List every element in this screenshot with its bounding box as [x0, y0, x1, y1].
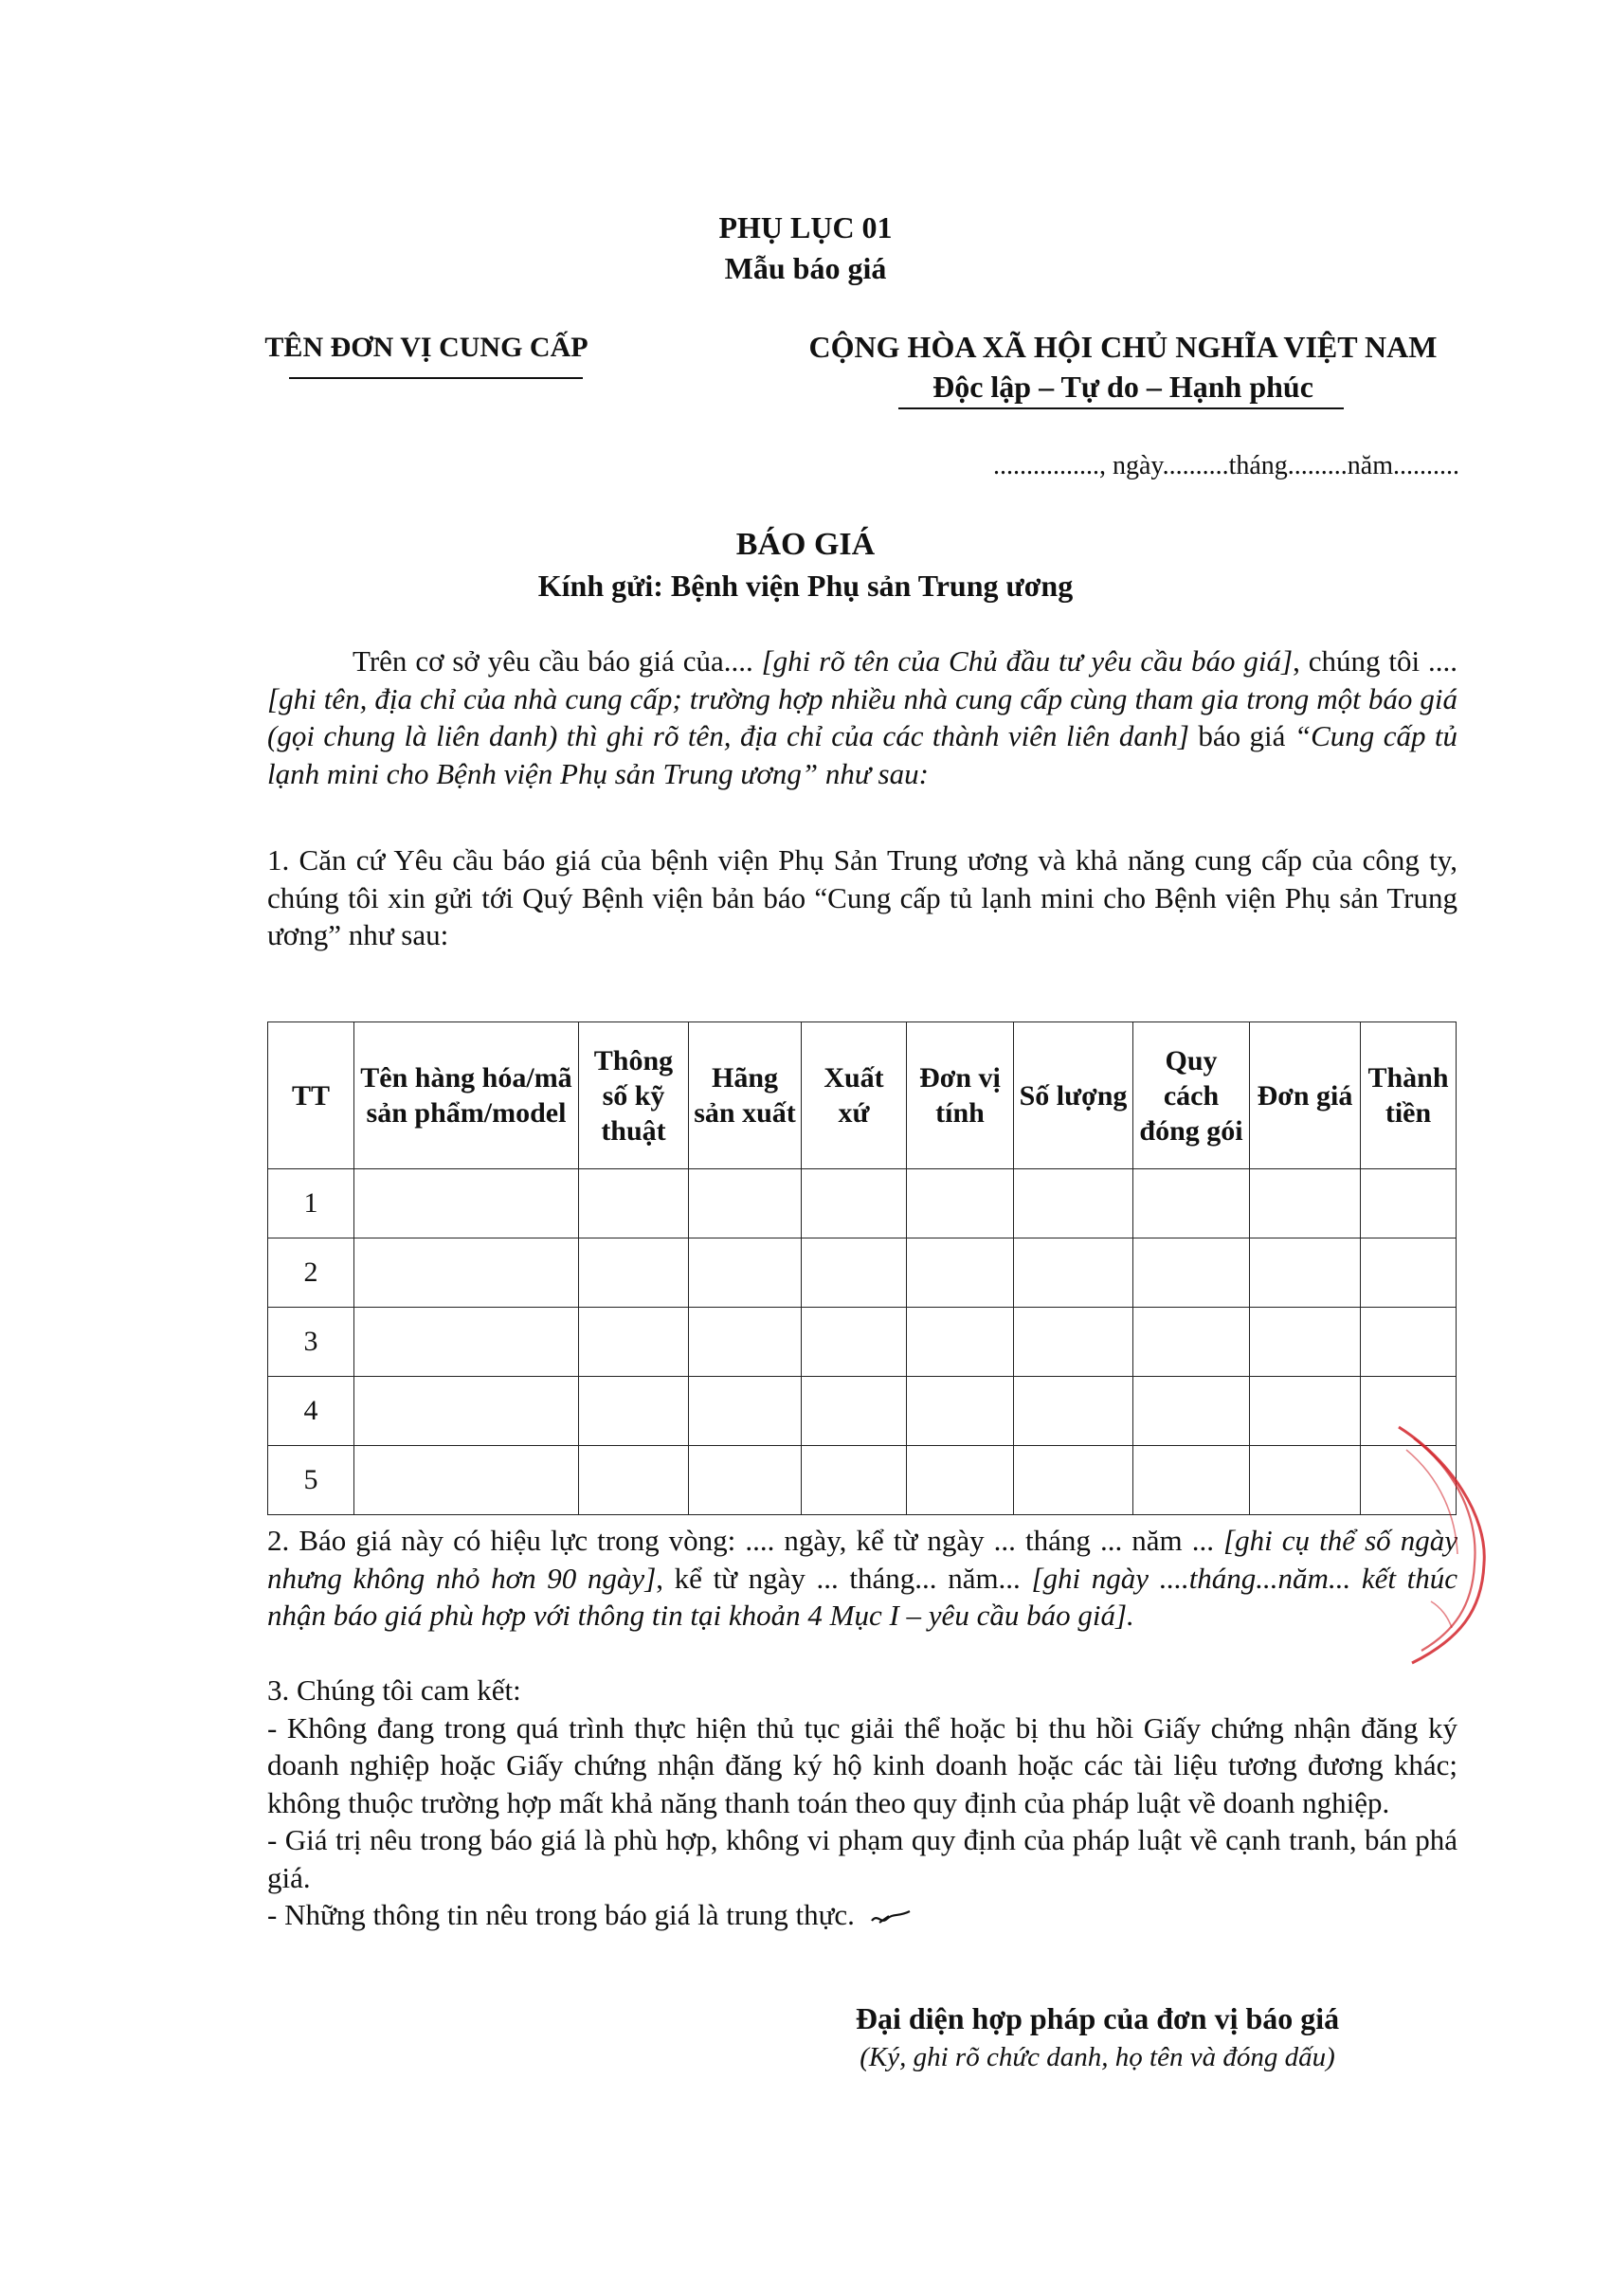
- row-number: 5: [268, 1446, 354, 1515]
- table-cell: [907, 1169, 1014, 1238]
- row-number: 1: [268, 1169, 354, 1238]
- header-specs: Thông số kỹ thuật: [579, 1022, 689, 1169]
- appendix-title: PHỤ LỤC 01: [718, 210, 893, 244]
- table-cell: [579, 1169, 689, 1238]
- quote-table: [267, 1021, 1457, 1515]
- quote-title: BÁO GIÁ: [735, 527, 876, 562]
- header-quantity: Số lượng: [1014, 1022, 1133, 1169]
- table-cell: [354, 1308, 579, 1377]
- header-manufacturer: Hãng sản xuất: [689, 1022, 802, 1169]
- table-cell: [1361, 1308, 1457, 1377]
- table-cell: [907, 1377, 1014, 1446]
- table-cell: [907, 1308, 1014, 1377]
- header-tt: TT: [268, 1022, 354, 1169]
- table-row: [268, 1169, 1457, 1238]
- intro-text-2: , chúng tôi ....: [1293, 644, 1457, 678]
- recipient-line: Kính gửi: Bệnh viện Phụ sản Trung ương: [537, 569, 1074, 603]
- table-cell: [1133, 1169, 1250, 1238]
- section-2-paragraph: [267, 1522, 1457, 1635]
- intro-text-3: báo giá: [1188, 719, 1294, 752]
- table-cell: [354, 1238, 579, 1308]
- commitment-item-last: [267, 1896, 1457, 1934]
- table-cell: [1133, 1308, 1250, 1377]
- section-2-text-2: , kể từ ngày ... tháng... năm...: [656, 1561, 1032, 1595]
- table-row: [268, 1446, 1457, 1515]
- table-cell: [579, 1446, 689, 1515]
- section-3-heading: 3. Chúng tôi cam kết:: [267, 1673, 521, 1707]
- table-cell: [579, 1238, 689, 1308]
- table-cell: [1014, 1308, 1133, 1377]
- table-cell: [354, 1169, 579, 1238]
- header-product: Tên hàng hóa/mã sản phẩm/model: [354, 1022, 579, 1169]
- table-cell: [689, 1308, 802, 1377]
- motto-underline: [898, 407, 1344, 409]
- red-stamp-fragment-icon: [1393, 1421, 1507, 1668]
- commitment-item: - Giá trị nêu trong báo giá là phù hợp, không vi phạm quy định của pháp luật về cạnh tranh, bán phá giá.: [267, 1823, 1457, 1894]
- table-cell: [907, 1238, 1014, 1308]
- table-cell: [579, 1377, 689, 1446]
- table-cell: [689, 1377, 802, 1446]
- table-cell: [579, 1308, 689, 1377]
- section-2-text-1: 2. Báo giá này có hiệu lực trong vòng: .... ngày, kể từ ngày ... tháng ... năm ...: [267, 1524, 1224, 1557]
- section-2-text-3: .: [1127, 1599, 1134, 1632]
- header-amount: Thành tiền: [1361, 1022, 1457, 1169]
- appendix-subtitle: Mẫu báo giá: [724, 251, 887, 285]
- table-cell: [802, 1446, 907, 1515]
- header-unit-price: Đơn giá: [1250, 1022, 1361, 1169]
- section-2-note-2: [ghi ngày ....tháng...năm... kết thúc nhận báo giá phù hợp với thông tin tại khoản 4 Mục I – yêu cầu báo giá]: [267, 1561, 1457, 1632]
- row-number: 3: [268, 1308, 354, 1377]
- table-cell: [802, 1308, 907, 1377]
- national-title: CỘNG HÒA XÃ HỘI CHỦ NGHĨA VIỆT NAM: [808, 330, 1438, 364]
- table-cell: [354, 1377, 579, 1446]
- header-origin: Xuất xứ: [802, 1022, 907, 1169]
- table-cell: [1133, 1377, 1250, 1446]
- table-cell: [689, 1169, 802, 1238]
- supplier-underline: [289, 377, 583, 379]
- table-cell: [1250, 1169, 1361, 1238]
- table-cell: [689, 1446, 802, 1515]
- table-row: [268, 1377, 1457, 1446]
- intro-note-3: “Cung cấp tủ lạnh mini cho Bệnh viện Phụ sản Trung ương” như sau:: [267, 719, 1457, 790]
- header-unit: Đơn vị tính: [907, 1022, 1014, 1169]
- signature-note: (Ký, ghi rõ chức danh, họ tên và đóng dấu): [860, 2042, 1335, 2072]
- table-row: [268, 1308, 1457, 1377]
- table-cell: [802, 1169, 907, 1238]
- row-number: 4: [268, 1377, 354, 1446]
- table-cell: [1014, 1446, 1133, 1515]
- intro-text-1: Trên cơ sở yêu cầu báo giá của....: [353, 644, 762, 678]
- national-motto: Độc lập – Tự do – Hạnh phúc: [932, 370, 1313, 404]
- table-cell: [1250, 1446, 1361, 1515]
- table-header-row: [268, 1022, 1457, 1169]
- signature-title: Đại diện hợp pháp của đơn vị báo giá: [855, 2001, 1340, 2035]
- table-row: [268, 1238, 1457, 1308]
- supplier-name: TÊN ĐƠN VỊ CUNG CẤP: [264, 332, 588, 363]
- table-cell: [907, 1446, 1014, 1515]
- table-cell: [1014, 1377, 1133, 1446]
- commitment-item: - Không đang trong quá trình thực hiện thủ tục giải thể hoặc bị thu hồi Giấy chứng nhận đăng ký doanh nghiệp hoặc Giấy chứng nhận đăng ký hộ kinh doanh hoặc các tài liệu tương đương khác; không thuộc trường hợp mất khả năng thanh toán theo quy định của pháp luật về doanh nghiệp.: [267, 1710, 1457, 1819]
- table-cell: [354, 1446, 579, 1515]
- table-cell: [1361, 1169, 1457, 1238]
- date-line: ................, ngày..........tháng.........năm..........: [992, 451, 1459, 480]
- section-1-paragraph: 1. Căn cứ Yêu cầu báo giá của bệnh viện Phụ Sản Trung ương và khả năng cung cấp của công ty, chúng tôi xin gửi tới Quý Bệnh viện bản báo “Cung cấp tủ lạnh mini cho Bệnh viện Phụ sản Trung ương” như sau:: [267, 843, 1457, 951]
- section-3-block: [267, 1672, 1457, 1934]
- table-cell: [1250, 1377, 1361, 1446]
- table-cell: [1250, 1308, 1361, 1377]
- table-cell: [802, 1377, 907, 1446]
- table-cell: [1014, 1169, 1133, 1238]
- intro-note-1: [ghi rõ tên của Chủ đầu tư yêu cầu báo giá]: [761, 644, 1294, 678]
- table-cell: [689, 1238, 802, 1308]
- table-cell: [1014, 1238, 1133, 1308]
- table-cell: [1133, 1238, 1250, 1308]
- commitment-item-text: - Những thông tin nêu trong báo giá là trung thực.: [267, 1898, 855, 1931]
- header-packing: Quy cách đóng gói: [1133, 1022, 1250, 1169]
- pen-mark-icon: [870, 1907, 912, 1928]
- table-cell: [802, 1238, 907, 1308]
- table-cell: [1133, 1446, 1250, 1515]
- section-2-note-1: [ghi cụ thể số ngày nhưng không nhỏ hơn 90 ngày]: [267, 1524, 1457, 1595]
- table-cell: [1250, 1238, 1361, 1308]
- row-number: 2: [268, 1238, 354, 1308]
- intro-paragraph: [267, 642, 1457, 792]
- table-cell: [1361, 1238, 1457, 1308]
- intro-note-2: [ghi tên, địa chỉ của nhà cung cấp; trường hợp nhiều nhà cung cấp cùng tham gia trong một báo giá (gọi chung là liên danh) thì ghi rõ tên, địa chỉ của các thành viên liên danh]: [267, 681, 1457, 752]
